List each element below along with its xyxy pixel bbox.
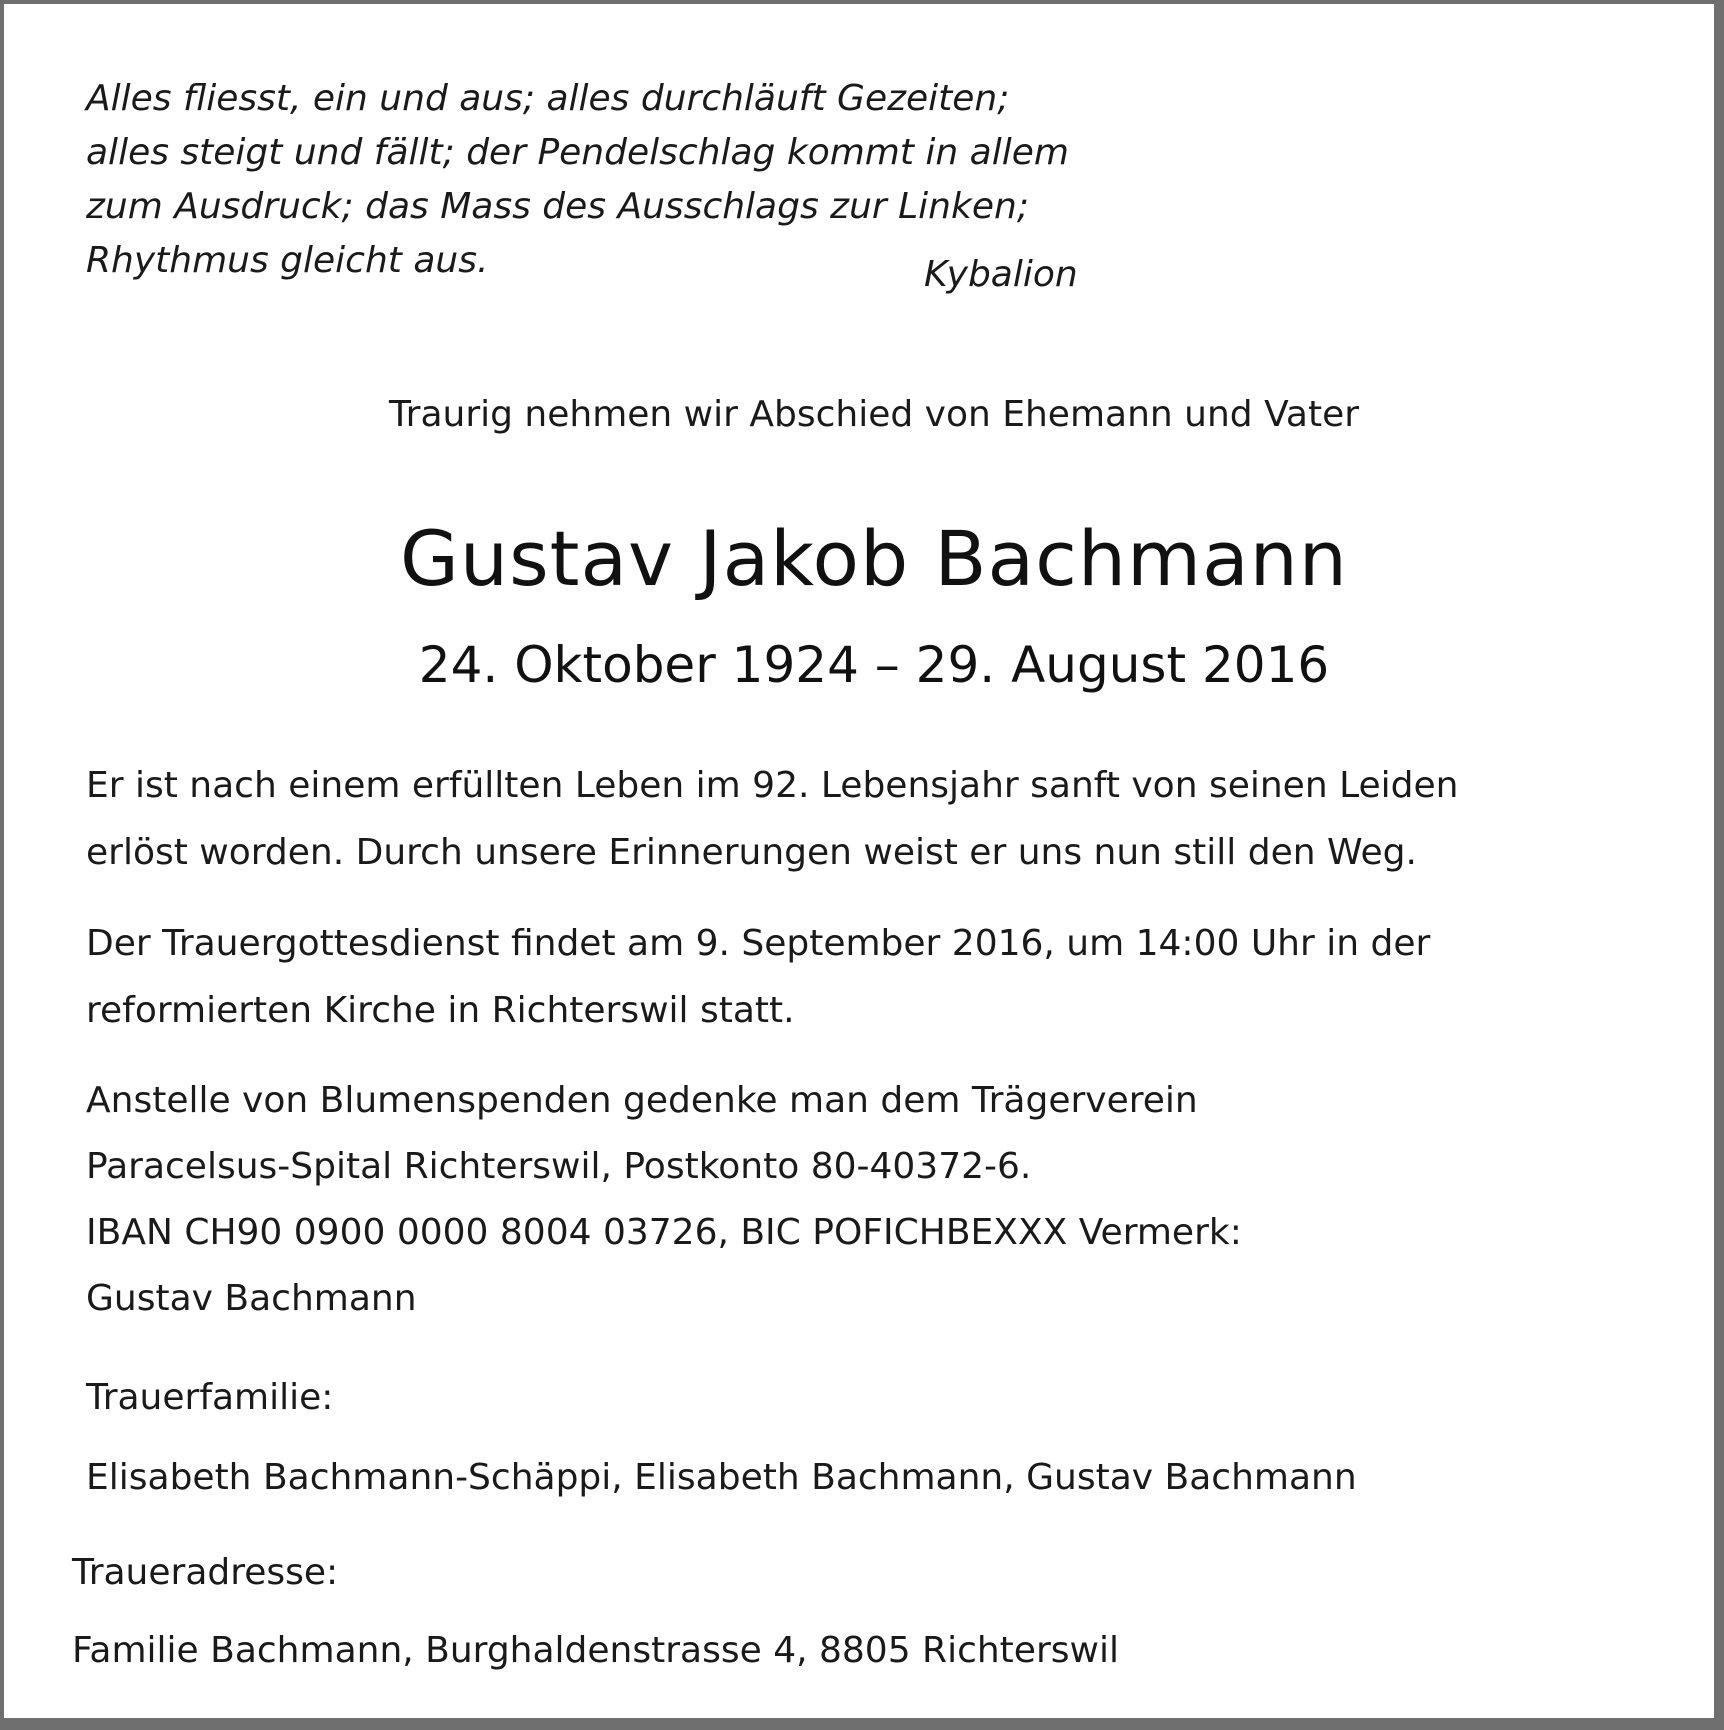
life-dates: 24. Oktober 1924 – 29. August 2016: [418, 636, 1330, 694]
text-line: IBAN CH90 0900 0000 8004 03726, BIC POFICHBEXXX Vermerk:: [86, 1212, 1242, 1253]
text-line: Er ist nach einem erfüllten Leben im 92. Lebensjahr sanft von seinen Leiden: [86, 765, 1459, 806]
quote-line: alles steigt und fällt; der Pendelschlag kommt in allem: [86, 132, 1069, 173]
family-section: [86, 1358, 1357, 1518]
address-label: Traueradresse:: [72, 1552, 339, 1593]
quote-source: Kybalion: [924, 254, 1078, 295]
text-line: Gustav Bachmann: [86, 1278, 417, 1319]
address-section: [72, 1534, 1119, 1690]
family-label: Trauerfamilie:: [86, 1377, 334, 1418]
quote-line: Rhythmus gleicht aus.: [86, 240, 489, 281]
epigraph-quote: [86, 72, 1069, 288]
family-names: Elisabeth Bachmann-Schäppi, Elisabeth Bachmann, Gustav Bachmann: [86, 1457, 1357, 1498]
quote-line: Alles fliesst, ein und aus; alles durchläuft Gezeiten;: [86, 78, 1010, 119]
address-value: Familie Bachmann, Burghaldenstrasse 4, 8805 Richterswil: [72, 1630, 1119, 1671]
text-line: Paracelsus-Spital Richterswil, Postkonto 80-40372-6.: [86, 1146, 1032, 1187]
deceased-name: Gustav Jakob Bachmann: [400, 514, 1348, 603]
life-paragraph: [86, 752, 1458, 886]
text-line: Der Trauergottesdienst findet am 9. September 2016, um 14:00 Uhr in der: [86, 923, 1431, 964]
service-paragraph: [86, 910, 1430, 1044]
donation-paragraph: [86, 1068, 1242, 1332]
text-line: erlöst worden. Durch unsere Erinnerungen weist er uns nun still den Weg.: [86, 832, 1417, 873]
text-line: Anstelle von Blumenspenden gedenke man dem Trägerverein: [86, 1080, 1198, 1121]
intro-line: Traurig nehmen wir Abschied von Ehemann und Vater: [388, 394, 1360, 435]
quote-line: zum Ausdruck; das Mass des Ausschlags zur Linken;: [86, 186, 1029, 227]
text-line: reformierten Kirche in Richterswil statt.: [86, 990, 795, 1031]
